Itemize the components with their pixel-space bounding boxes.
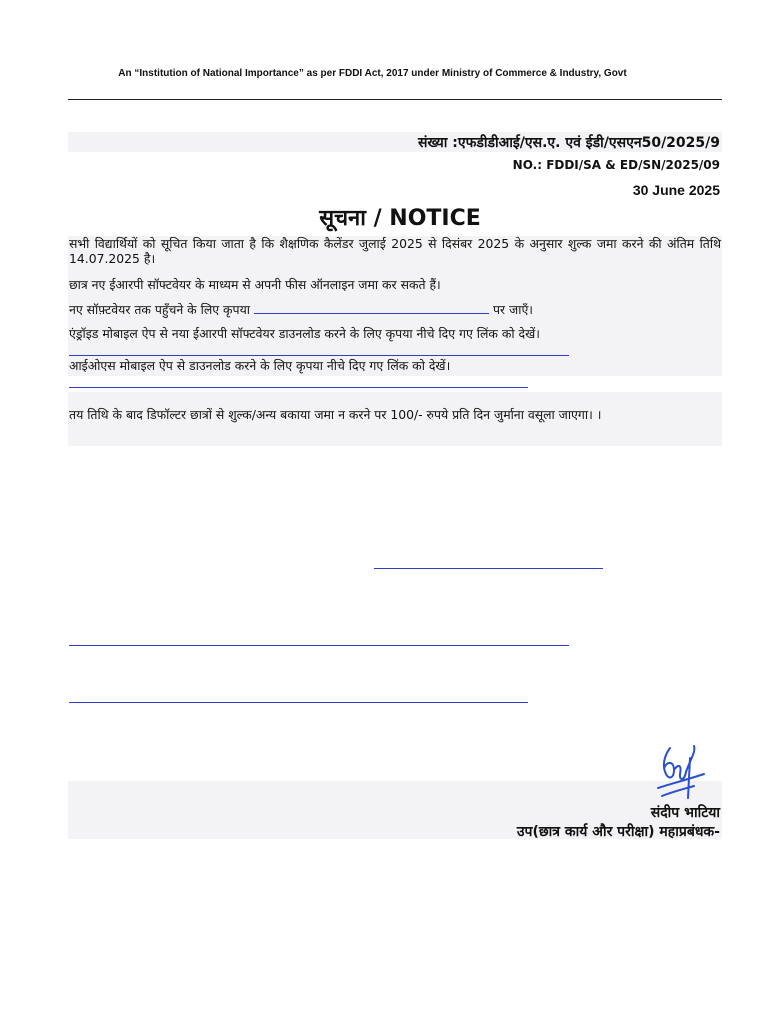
- reference-number-english: NO.: FDDI/SA & ED/SN/2025/09: [512, 158, 720, 172]
- header-divider: [68, 99, 722, 100]
- software-url-link[interactable]: [254, 302, 489, 314]
- android-app-link[interactable]: [69, 355, 569, 356]
- link-underline-2[interactable]: [69, 645, 569, 646]
- penalty-paragraph: तय तिथि के बाद डिफॉल्टर छात्रों से शुल्क/अन्य बकाया जमा न करने पर 100/- रुपये प्रति दिन जुर्माना वसूला जाएगा। ।: [69, 407, 602, 422]
- notice-title: सूचना / NOTICE: [319, 206, 481, 231]
- institution-header: An “Institution of National Importance” as per FDDI Act, 2017 under Ministry of Commerce & Industry, Govt: [118, 68, 627, 79]
- link-underline-3[interactable]: [69, 702, 528, 703]
- android-app-line: एंड्रॉइड मोबाइल ऐप से नया ईआरपी सॉफ्टवेयर डाउनलोड करने के लिए कृपया नीचे दिए गए लिंक को देखें।: [69, 326, 540, 341]
- deadline-paragraph: सभी विद्यार्थियों को सूचित किया जाता है कि शैक्षणिक कैलेंडर जुलाई 2025 से दिसंबर 2025 के अनुसार शुल्क जमा करने की अंतिम तिथि 14.07.2025 है।: [69, 236, 721, 266]
- software-access-line: [69, 302, 721, 317]
- software-access-suffix: पर जाएँ।: [493, 302, 533, 317]
- software-access-text: नए सॉफ़्टवेयर तक पहुँचने के लिए कृपया: [69, 302, 250, 317]
- ios-app-link[interactable]: [69, 387, 528, 388]
- link-underline-1[interactable]: [374, 568, 603, 569]
- ios-app-line: आईओएस मोबाइल ऐप से डाउनलोड करने के लिए कृपया नीचे दिए गए लिंक को देखें।: [69, 358, 451, 373]
- notice-date: 30 June 2025: [632, 182, 720, 198]
- reference-number-hindi: संख्या :एफडीडीआई/एस.ए. एवं ईडी/एसएन50/2025/9: [417, 135, 720, 151]
- signatory-designation: उप(छात्र कार्य और परीक्षा) महाप्रबंधक-: [516, 824, 720, 840]
- signatory-name: संदीप भाटिया: [650, 805, 720, 821]
- online-payment-line: छात्र नए ईआरपी सॉफ्टवेयर के माध्यम से अपनी फीस ऑनलाइन जमा कर सकते हैं।: [69, 277, 441, 292]
- signature-image: [650, 742, 710, 804]
